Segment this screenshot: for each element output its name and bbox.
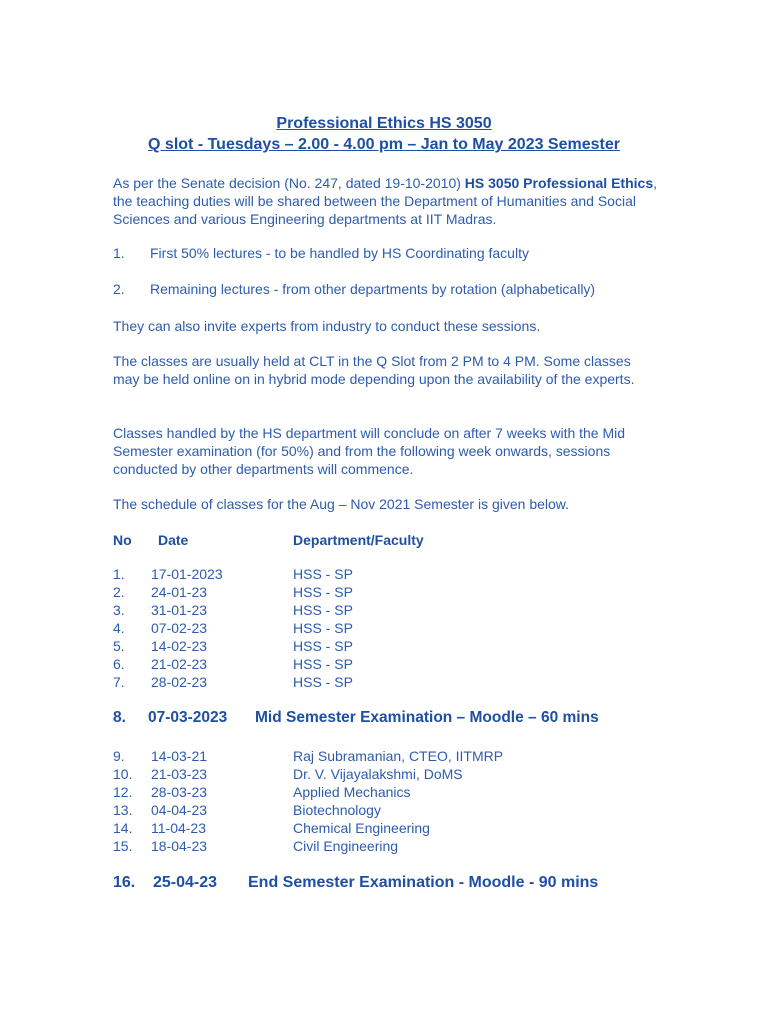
mid-exam-label: Mid Semester Examination – Moodle – 60 mins — [255, 709, 599, 726]
end-exam-row — [113, 874, 673, 894]
row-department: HSS - SP — [293, 674, 353, 690]
header-no: No — [113, 532, 132, 548]
schedule-row — [113, 620, 673, 638]
row-number: 4. — [113, 620, 125, 636]
hs-department-paragraph: Classes handled by the HS department will conclude on after 7 weeks with the Mid Semester examination (for 50%) and from the following week onwards, sessions conducted by other departments will commence. — [113, 425, 626, 477]
row-number: 1. — [113, 566, 125, 582]
row-date: 14-03-21 — [151, 748, 208, 764]
intro-course-name: HS 3050 Professional Ethics — [464, 175, 654, 191]
header-department: Department/Faculty — [293, 532, 424, 548]
classes-paragraph: The classes are usually held at CLT in the Q Slot from 2 PM to 4 PM. Some classes may be held online on in hybrid mode depending upon the availability of the experts. — [113, 353, 635, 387]
end-exam-number: 16. — [113, 874, 136, 891]
row-number: 6. — [113, 656, 125, 672]
list-item-number: 1. — [113, 245, 125, 261]
row-department: HSS - SP — [293, 638, 353, 654]
row-number: 14. — [113, 820, 133, 836]
row-department: HSS - SP — [293, 620, 353, 636]
schedule-row — [113, 784, 673, 802]
schedule-row — [113, 566, 673, 584]
row-date: 17-01-2023 — [151, 566, 223, 582]
list-item-text: First 50% lectures - to be handled by HS Coordinating faculty — [150, 245, 529, 261]
schedule-row — [113, 766, 673, 784]
row-number: 9. — [113, 748, 125, 764]
row-number: 15. — [113, 838, 133, 854]
row-department: Biotechnology — [293, 802, 381, 818]
schedule-row — [113, 748, 673, 766]
row-department: Raj Subramanian, CTEO, IITMRP — [293, 748, 504, 764]
document-subtitle: Q slot - Tuesdays – 2.00 - 4.00 pm – Jan to May 2023 Semester — [148, 136, 620, 153]
intro-text-1: As per the Senate decision (No. 247, dated 19-10-2010) — [113, 175, 465, 191]
intro-paragraph — [113, 174, 658, 228]
schedule-row — [113, 656, 673, 674]
row-department: HSS - SP — [293, 584, 353, 600]
row-date: 28-02-23 — [151, 674, 208, 690]
row-number: 12. — [113, 784, 133, 800]
list-item-text: Remaining lectures - from other departments by rotation (alphabetically) — [150, 281, 596, 297]
row-department: Chemical Engineering — [293, 820, 430, 836]
row-date: 24-01-23 — [151, 584, 208, 600]
mid-exam-number: 8. — [113, 709, 126, 726]
row-number: 7. — [113, 674, 125, 690]
row-department: Applied Mechanics — [293, 784, 411, 800]
row-date: 21-02-23 — [151, 656, 208, 672]
document-title: Professional Ethics HS 3050 — [276, 115, 492, 132]
row-department: HSS - SP — [293, 602, 353, 618]
schedule-row — [113, 584, 673, 602]
row-date: 18-04-23 — [151, 838, 208, 854]
row-date: 07-02-23 — [151, 620, 208, 636]
row-date: 21-03-23 — [151, 766, 208, 782]
row-number: 10. — [113, 766, 133, 782]
schedule-row — [113, 674, 673, 692]
intro-text-2: , the teaching duties will be shared between the Department of Humanities and Social Sciences and various Engineering departments at IIT Madras. — [113, 175, 657, 227]
schedule-row — [113, 820, 673, 838]
row-department: HSS - SP — [293, 566, 353, 582]
experts-paragraph: They can also invite experts from industry to conduct these sessions. — [113, 318, 541, 334]
row-date: 28-03-23 — [151, 784, 208, 800]
list-item-number: 2. — [113, 281, 125, 297]
end-exam-label: End Semester Examination - Moodle - 90 mins — [248, 874, 599, 891]
end-exam-date: 25-04-23 — [153, 874, 218, 891]
row-number: 5. — [113, 638, 125, 654]
row-date: 11-04-23 — [151, 820, 207, 836]
schedule-row — [113, 802, 673, 820]
schedule-intro-paragraph: The schedule of classes for the Aug – Nov 2021 Semester is given below. — [113, 496, 570, 512]
row-department: Civil Engineering — [293, 838, 399, 854]
header-date: Date — [158, 532, 189, 548]
row-number: 3. — [113, 602, 125, 618]
row-date: 04-04-23 — [151, 802, 208, 818]
row-number: 2. — [113, 584, 125, 600]
schedule-row — [113, 602, 673, 620]
mid-exam-date: 07-03-2023 — [148, 709, 228, 726]
mid-exam-row — [113, 709, 673, 729]
schedule-row — [113, 838, 673, 856]
schedule-row — [113, 638, 673, 656]
row-date: 14-02-23 — [151, 638, 208, 654]
row-date: 31-01-23 — [151, 602, 208, 618]
row-department: Dr. V. Vijayalakshmi, DoMS — [293, 766, 463, 782]
row-department: HSS - SP — [293, 656, 353, 672]
row-number: 13. — [113, 802, 133, 818]
